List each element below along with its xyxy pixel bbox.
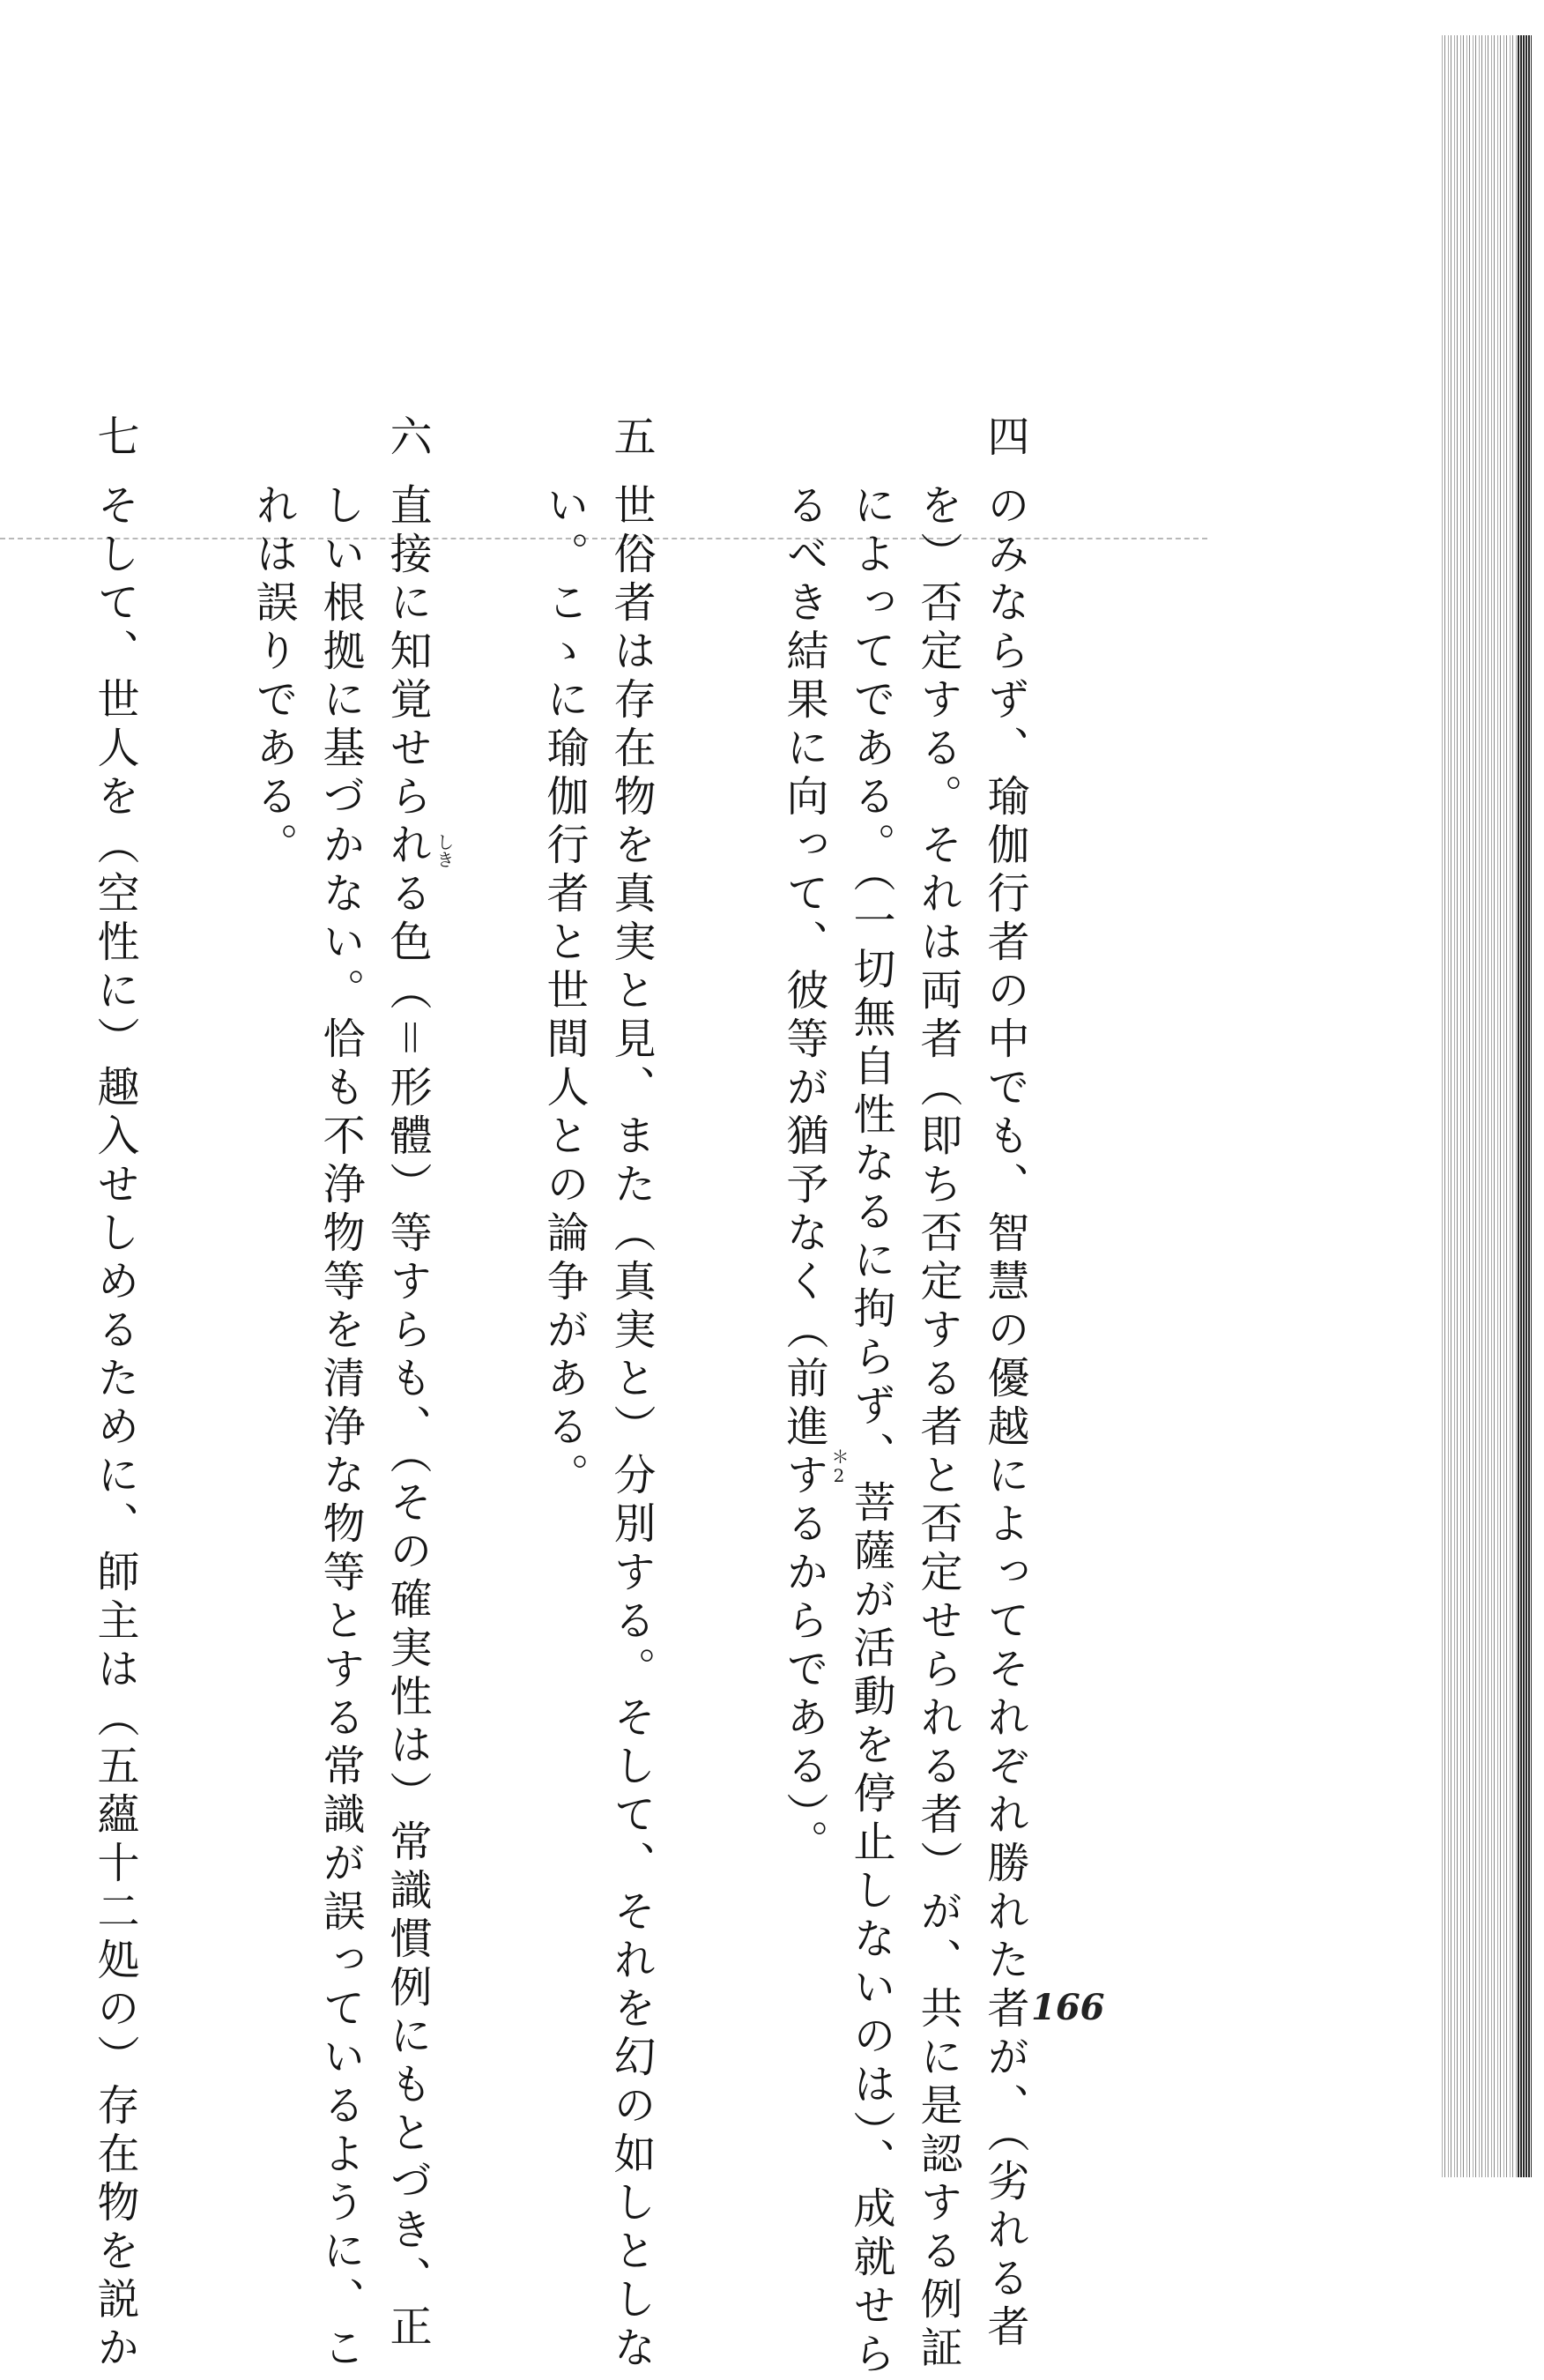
binding-gutter [1439,35,1523,2177]
text-line: しい根拠に基づかない。恰も不浄物等を清浄な物等とする常識が誤っているように、こ [315,483,365,2374]
section-number-6: 六 [382,414,432,457]
page-number: 166 [1031,1987,1105,2028]
furigana: しき [434,833,455,868]
text-line: れは誤りである。 [249,483,298,871]
text-line: 直接に知覚せられる色（＝形體）等すらも、（その確実性は）常識慣例にもとづき、正 [382,483,432,2353]
section-number-5: 五 [606,414,656,457]
text-line: い。こゝに瑜伽行者と世間人との論争がある。 [539,483,589,1501]
text-line: を）否定する。それは両者（即ち否定する者と否定せられる者）が、共に是認する例証 [913,483,962,2374]
text-line: るべき結果に向って、彼等が猶予なく（前進するからである）。 [779,483,828,1868]
text-line: 世俗者は存在物を真実と見、また（真実と）分別する。そして、それを幻の如しとしな [606,483,656,2374]
text-line: そして、世人を（空性に）趣入せしめるために、師主は（五蘊十二処の）存在物を説か [90,483,139,2374]
text-line: のみならず、瑜伽行者の中でも、智慧の優越によってそれぞれ勝れた者が、（劣れる者 [980,483,1029,2353]
section-number-4: 四 [980,414,1029,457]
text-line: によってである。（一切無自性なるに拘らず、菩薩が活動を停止しないのは）、成就せら [846,483,895,2380]
section-number-7: 七 [90,414,139,457]
page-edge [1518,35,1532,2177]
footnote-marker: ＊2 [828,1447,850,1486]
